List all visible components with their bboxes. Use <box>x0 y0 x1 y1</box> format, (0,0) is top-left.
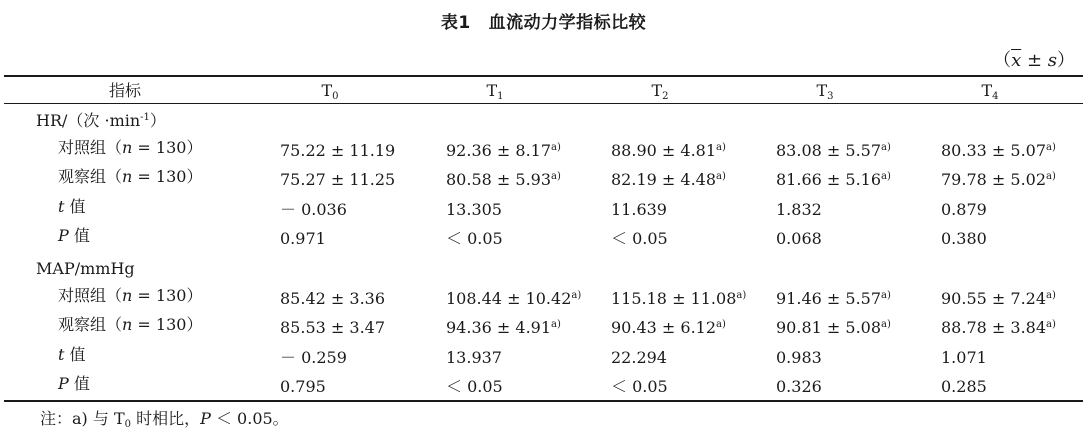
table-bottom-rule <box>4 400 1083 402</box>
header-t2: $T_2$ <box>651 81 669 102</box>
table-cell: $80.33 \pm 5.07^{a)}$ <box>941 140 1056 160</box>
table-cell: 0.879 <box>941 199 987 219</box>
table-cell: $91.46 \pm 5.57^{a)}$ <box>776 288 891 308</box>
table-cell: $90.55 \pm 7.24^{a)}$ <box>941 288 1056 308</box>
table-number: 表1 <box>440 13 471 33</box>
table-cell: ＜ 0.05 <box>611 229 668 249</box>
row-label: 对照组（n = 130） <box>58 285 203 305</box>
table-row <box>0 163 1087 191</box>
section-heading: MAP/mmHg <box>36 259 135 278</box>
row-label: t 值 <box>58 196 86 216</box>
table-cell: 0.971 <box>280 229 326 249</box>
header-t4: $T_4$ <box>981 81 999 102</box>
table-cell: 85.42 ± 3.36 <box>280 288 386 308</box>
table-cell: 0.326 <box>776 377 822 397</box>
table-cell: $79.78 \pm 5.02^{a)}$ <box>941 170 1056 190</box>
table-cell: 1.071 <box>941 347 987 367</box>
table-row <box>0 370 1087 398</box>
table-cell: $82.19 \pm 4.48^{a)}$ <box>611 170 726 190</box>
sd-symbol: s <box>1047 50 1057 71</box>
row-label: 对照组（n = 130） <box>58 137 203 157</box>
table-cell: 85.53 ± 3.47 <box>280 318 386 338</box>
table-cell: 75.22 ± 11.19 <box>280 140 396 160</box>
table-row <box>0 341 1087 369</box>
table-cell: 13.937 <box>446 347 502 367</box>
row-label: P 值 <box>58 374 90 394</box>
table-cell: $88.78 \pm 3.84^{a)}$ <box>941 318 1056 338</box>
table-footnote: 注：a) 与 $T_0$ 时相比，P ＜ 0.05。 <box>40 409 289 430</box>
table-title <box>0 8 1087 33</box>
table-cell: 0.795 <box>280 377 326 397</box>
table-cell: $90.81 \pm 5.08^{a)}$ <box>776 318 891 338</box>
table-cell: 0.285 <box>941 377 987 397</box>
table-cell: 0.983 <box>776 347 822 367</box>
table-cell: $108.44 \pm 10.42^{a)}$ <box>446 288 582 308</box>
row-label: P 值 <box>58 226 90 246</box>
table-cell: $94.36 \pm 4.91^{a)}$ <box>446 318 561 338</box>
table-cell: ＜ 0.05 <box>611 377 668 397</box>
table-row <box>0 222 1087 250</box>
table-cell: 0.068 <box>776 229 822 249</box>
row-label: t 值 <box>58 344 86 364</box>
table-cell: ＜ 0.05 <box>446 229 503 249</box>
section-heading: HR/（次 $\cdot\min^{-1}$） <box>36 111 166 130</box>
table-cell: $115.18 \pm 11.08^{a)}$ <box>611 288 747 308</box>
header-indicator: 指标 <box>108 81 141 100</box>
table-cell: $92.36 \pm 8.17^{a)}$ <box>446 140 561 160</box>
row-label: 观察组（n = 130） <box>58 167 203 187</box>
table-cell: 11.639 <box>611 199 667 219</box>
table-cell: $80.58 \pm 5.93^{a)}$ <box>446 170 561 190</box>
table-cell: $90.43 \pm 6.12^{a)}$ <box>611 318 726 338</box>
table-caption: 血流动力学指标比较 <box>488 13 647 33</box>
mean-symbol: $\overline{x}$ <box>1011 50 1022 71</box>
stat-format-label: $(\overline{x} \pm s)$ <box>993 50 1075 71</box>
table-row <box>0 193 1087 221</box>
table-cell: － 0.259 <box>280 347 347 367</box>
table-header-row <box>0 77 1087 105</box>
table-cell: $83.08 \pm 5.57^{a)}$ <box>776 140 891 160</box>
header-t1: $T_1$ <box>486 81 504 102</box>
table-cell: 0.380 <box>941 229 987 249</box>
section-heading-row <box>0 252 1087 280</box>
header-t0: $T_0$ <box>321 81 339 102</box>
table-cell: 22.294 <box>611 347 667 367</box>
table-cell: － 0.036 <box>280 199 347 219</box>
table-row <box>0 282 1087 310</box>
header-t3: $T_3$ <box>816 81 834 102</box>
table-cell: 1.832 <box>776 199 822 219</box>
table-cell: ＜ 0.05 <box>446 377 503 397</box>
table-row <box>0 134 1087 162</box>
table-cell: 75.27 ± 11.25 <box>280 170 396 190</box>
table-cell: $88.90 \pm 4.81^{a)}$ <box>611 140 726 160</box>
section-heading-row <box>0 104 1087 132</box>
row-label: 观察组（n = 130） <box>58 315 203 335</box>
table-cell: 13.305 <box>446 199 502 219</box>
table-row <box>0 311 1087 339</box>
table-cell: $81.66 \pm 5.16^{a)}$ <box>776 170 891 190</box>
